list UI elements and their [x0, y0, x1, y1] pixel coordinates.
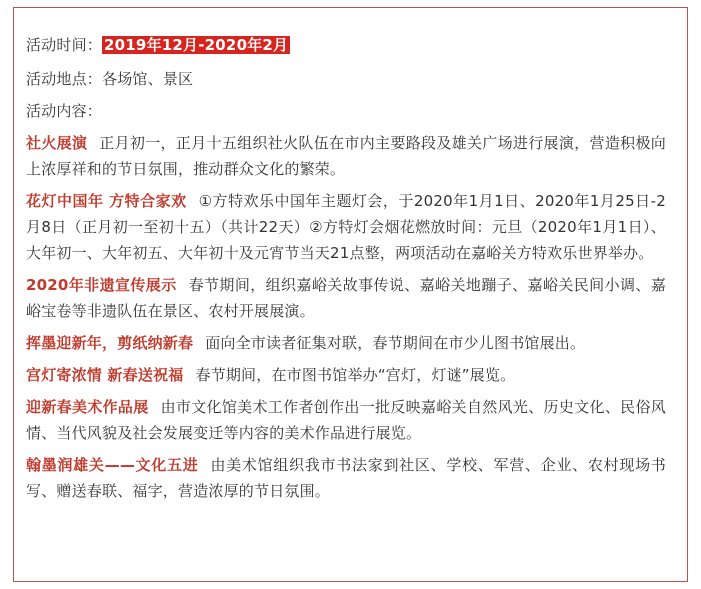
event-content-label: 活动内容： — [26, 102, 103, 120]
event-item-lantern — [26, 188, 666, 266]
event-item-palace-lantern — [26, 362, 666, 388]
event-item-shehuo — [26, 130, 666, 182]
event-place-row — [26, 66, 666, 92]
event-item-title: 宫灯寄浓情 新春送祝福 — [26, 366, 184, 384]
event-place-label: 活动地点： — [26, 70, 103, 88]
event-item-title: 迎新春美术作品展 — [26, 398, 149, 416]
event-item-text: 由美术馆组织我市书法家到社区、学校、军营、企业、农村现场书写、赠送春联、福字，营造浓厚的节日氛围。 — [26, 456, 666, 500]
event-item-title: 花灯中国年 方特合家欢 — [26, 192, 187, 210]
event-item-text: 由市文化馆美术工作者创作出一批反映嘉峪关自然风光、历史文化、民俗风情、当代风貌及社会发展变迁等内容的美术作品进行展览。 — [26, 398, 666, 442]
event-item-couplets — [26, 330, 666, 356]
event-item-text: ①方特欢乐中国年主题灯会，于2020年1月1日、2020年1月25日-2月8日（正月初一至初十五）（共计22天）②方特灯会烟花燃放时间：元旦（2020年1月1日）、大年初一、大年初五、大年初十及元宵节当天21点整，两项活动在嘉峪关方特欢乐世界举办。 — [26, 192, 666, 262]
event-item-calligraphy — [26, 452, 666, 504]
event-item-title: 翰墨润雄关——文化五进 — [26, 456, 199, 474]
event-item-text: 春节期间，组织嘉峪关故事传说、嘉峪关地蹦子、嘉峪关民间小调、嘉峪宝卷等非遗队伍在景区、农村开展展演。 — [26, 276, 666, 320]
event-item-title: 2020年非遗宣传展示 — [26, 276, 177, 294]
event-item-title: 挥墨迎新年，剪纸纳新春 — [26, 334, 194, 352]
event-time-value: 2019年12月-2020年2月 — [104, 36, 289, 54]
event-item-art-exhibition — [26, 394, 666, 446]
event-item-heritage — [26, 272, 666, 324]
event-time-row — [26, 32, 666, 58]
event-info — [26, 32, 666, 510]
event-item-title: 社火展演 — [26, 134, 88, 152]
event-item-text: 面向全市读者征集对联，春节期间在市少儿图书馆展出。 — [205, 334, 586, 352]
event-item-text: 正月初一，正月十五组织社火队伍在市内主要路段及雄关广场进行展演，营造积极向上浓厚祥和的节日氛围，推动群众文化的繁荣。 — [26, 134, 666, 178]
event-place-value: 各场馆、景区 — [102, 70, 194, 88]
event-item-text: 春节期间，在市图书馆举办“宫灯，灯谜”展览。 — [195, 366, 516, 384]
event-time-label: 活动时间： — [26, 36, 103, 54]
